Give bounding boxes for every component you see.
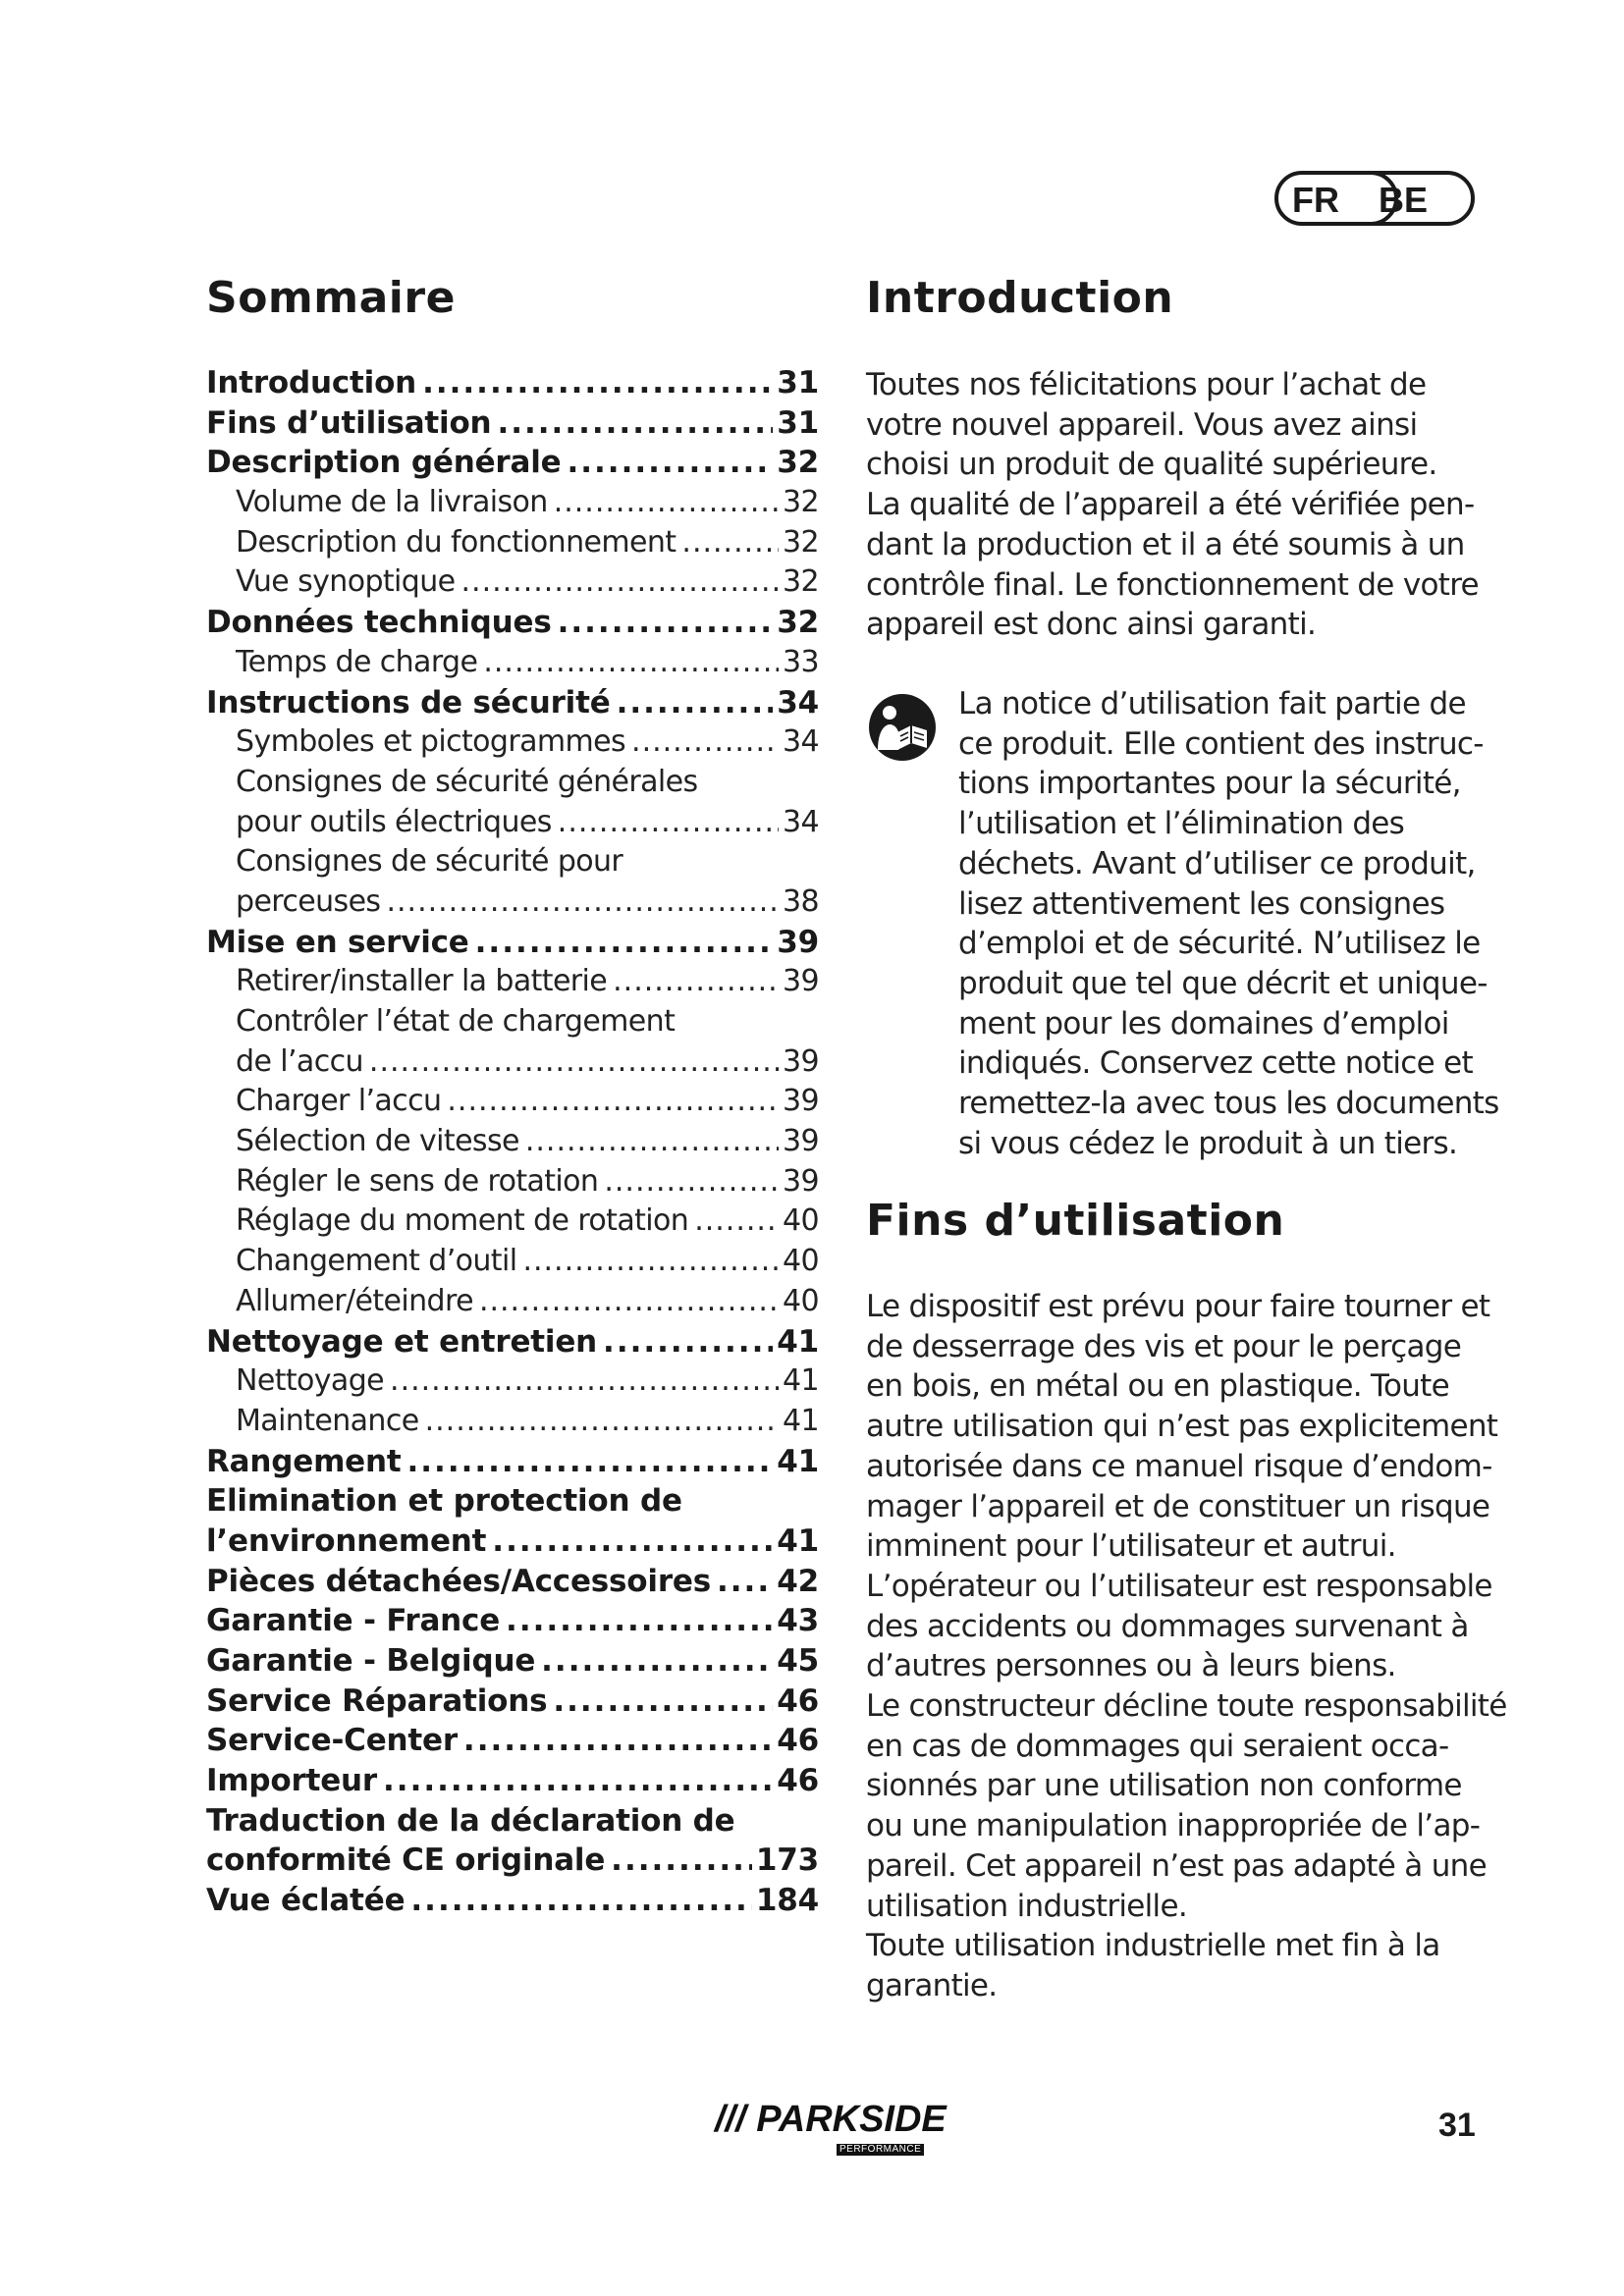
toc-entry [206,1761,819,1801]
toc-entry-title: Volume de la livraison [236,485,548,520]
toc-entry [206,842,819,882]
toc-entry-page: 39 [783,1163,819,1199]
toc-leader-dots [553,1682,773,1722]
toc-leader-dots [631,722,779,763]
toc-entry-title: Garantie - France [206,1603,501,1639]
toc-leader-dots [541,1641,773,1682]
toc-entry-page: 32 [777,445,819,481]
toc-entry [206,1522,819,1562]
toc-entry-page: 40 [783,1283,819,1318]
toc-entry [206,683,819,723]
toc-entry [206,443,819,483]
toc-entry [206,403,819,444]
toc-leader-dots [558,603,774,643]
intended-use-title: Fins d’utilisation [866,1196,1285,1246]
language-badge [1272,169,1477,228]
notice-line: ment pour les domaines d’emploi [958,1005,1449,1041]
toc-entry-page: 32 [783,485,819,520]
toc-entry [206,523,819,563]
toc-entry-title: Importeur [206,1763,378,1799]
toc-entry-page: 32 [783,564,819,600]
toc-entry-title: Régler le sens de rotation [236,1163,599,1199]
toc-entry-title: Traduction de la déclaration de [206,1802,735,1839]
toc-entry-page: 40 [783,1203,819,1239]
intended-use-line: de desserrage des vis et pour le perçage [866,1328,1462,1364]
toc-entry [206,1682,819,1722]
notice-line: l’utilisation et l’élimination des [958,806,1405,842]
notice-line: déchets. Avant d’utiliser ce produit, [958,845,1476,881]
toc-entry [206,1481,819,1522]
toc-entry-title: Réglage du moment de rotation [236,1203,689,1239]
brand-name: /// PARKSIDE [715,2099,947,2140]
toc-entry [206,722,819,763]
toc-entry-title: Nettoyage [236,1363,385,1399]
toc-entry-page: 184 [755,1883,819,1919]
toc-entry-title: Sélection de vitesse [236,1124,519,1159]
intended-use-line: des accidents ou dommages survenant à [866,1608,1469,1644]
toc-entry-page: 31 [777,404,819,441]
toc-leader-dots [425,1402,779,1442]
introduction-text [866,365,1494,645]
toc-leader-dots [369,1042,779,1083]
toc-leader-dots [694,1201,779,1242]
toc-entry-title: Contrôler l’état de chargement [236,1004,676,1039]
toc-entry [206,562,819,603]
toc-entry [206,882,819,923]
notice-line: produit que tel que décrit et unique- [958,965,1488,1001]
toc-entry [206,1801,819,1842]
intended-use-line: L’opérateur ou l’utilisateur est responsable [866,1568,1492,1604]
toc-entry [206,1282,819,1322]
toc-leader-dots [558,803,779,843]
toc-leader-dots [497,403,773,444]
introduction-line: contrôle final. Le fonctionnement de votre [866,566,1479,603]
toc-entry-page: 41 [777,1443,819,1479]
notice-line: si vous cédez le produit à un tiers. [958,1125,1458,1161]
language-code-fr: FR [1292,180,1339,220]
intended-use-line: Le dispositif est prévu pour faire tourner et [866,1289,1490,1324]
intended-use-line: ou une manipulation inappropriée de l’ap- [866,1808,1481,1844]
toc-entry-page: 32 [783,524,819,560]
toc-entry-title: pour outils électriques [236,804,552,839]
toc-entry-title: perceuses [236,883,381,919]
toc-entry-title: Description du fonctionnement [236,524,677,560]
toc-entry-title: Maintenance [236,1403,419,1438]
toc-entry-page: 34 [783,724,819,760]
intended-use-line: Toute utilisation industrielle met fin à la [866,1928,1440,1964]
toc-entry-page: 41 [783,1363,819,1399]
toc-entry-page: 173 [755,1842,819,1879]
toc-entry-title: conformité CE originale [206,1842,606,1879]
toc-entry-page: 34 [777,684,819,721]
toc-entry-page: 38 [783,883,819,919]
toc-leader-dots [604,1162,779,1202]
notice-line: La notice d’utilisation fait partie de [958,686,1466,721]
toc-entry-title: Garantie - Belgique [206,1643,536,1679]
toc-leader-dots [422,363,773,403]
toc-entry-page: 43 [777,1603,819,1639]
intended-use-line: d’autres personnes ou à leurs biens. [866,1648,1396,1684]
toc-entry-page: 32 [777,605,819,641]
intended-use-line: pareil. Cet appareil n’est pas adapté à une [866,1847,1487,1884]
toc-entry-title: Temps de charge [236,644,478,679]
toc-entry [206,1442,819,1482]
toc-entry-page: 34 [783,804,819,839]
intended-use-line: imminent pour l’utilisateur et autrui. [866,1528,1396,1565]
toc-entry-page: 46 [777,1723,819,1759]
toc-entry-title: Charger l’accu [236,1084,442,1119]
toc-entry-title: Vue synoptique [236,564,456,600]
toc-entry [206,1721,819,1761]
toc-entry [206,1122,819,1162]
toc-leader-dots [522,1242,779,1282]
toc-entry [206,483,819,523]
toc-leader-dots [506,1601,773,1641]
toc-leader-dots [613,962,779,1002]
toc-entry-title: Allumer/éteindre [236,1283,473,1318]
notice-text [958,684,1508,1163]
toc-leader-dots [447,1082,779,1122]
toc-entry-title: Nettoyage et entretien [206,1323,598,1360]
intended-use-line: utilisation industrielle. [866,1888,1187,1924]
toc-leader-dots [603,1322,773,1362]
intended-use-line: en bois, en métal ou en plastique. Toute [866,1368,1450,1405]
toc-entry [206,763,819,803]
toc-entry [206,1002,819,1042]
toc-entry-page: 33 [783,644,819,679]
toc-entry [206,1242,819,1282]
intended-use-line: garantie. [866,1967,998,2003]
notice-line: d’emploi et de sécurité. N’utilisez le [958,926,1481,962]
toc-leader-dots [717,1562,773,1602]
toc-entry-title: Service-Center [206,1723,458,1759]
toc-entry [206,363,819,403]
toc-entry [206,1201,819,1242]
toc-leader-dots [407,1442,774,1482]
toc-entry [206,1082,819,1122]
toc-entry-title: Vue éclatée [206,1883,406,1919]
toc-leader-dots [681,523,779,563]
language-badge-outline [1272,169,1477,228]
notice-line: remettez-la avec tous les documents [958,1086,1499,1122]
introduction-line: appareil est donc ainsi garanti. [866,607,1317,643]
toc-entry-page: 40 [783,1244,819,1279]
toc-entry [206,1162,819,1202]
notice-line: tions importantes pour la sécurité, [958,766,1461,802]
toc-leader-dots [383,1761,773,1801]
toc-entry-title: Consignes de sécurité générales [236,764,698,799]
toc-entry-title: Pièces détachées/Accessoires [206,1563,711,1599]
toc-leader-dots [567,443,773,483]
toc-leader-dots [492,1522,773,1562]
toc-leader-dots [410,1881,751,1921]
toc-entry-title: de l’accu [236,1043,363,1079]
toc-leader-dots [483,643,779,683]
toc-title: Sommaire [206,273,456,323]
notice-line: ce produit. Elle contient des instruc- [958,725,1484,762]
parkside-logo [715,2099,970,2158]
toc-entry-title: Instructions de sécurité [206,684,611,721]
toc-entry-page: 41 [777,1522,819,1559]
toc-entry-page: 39 [783,1043,819,1079]
notice-line: lisez attentivement les consignes [958,885,1445,922]
toc-leader-dots [611,1841,752,1881]
toc-entry [206,643,819,683]
toc-entry-page: 41 [777,1323,819,1360]
toc-entry [206,1322,819,1362]
toc-entry-title: Elimination et protection de [206,1483,682,1520]
toc-entry [206,1841,819,1881]
page-number: 31 [1438,2107,1476,2144]
toc-entry-title: Retirer/installer la batterie [236,964,608,999]
toc-entry-page: 39 [783,964,819,999]
brand-subtitle: PERFORMANCE [837,2144,924,2156]
intended-use-line: en cas de dommages qui seraient occa- [866,1728,1449,1764]
toc-entry-page: 39 [777,924,819,960]
introduction-line: votre nouvel appareil. Vous avez ainsi [866,406,1418,443]
toc-entry-title: Données techniques [206,605,552,641]
intended-use-line: mager l’appareil et de constituer un risque [866,1488,1490,1524]
toc-entry-title: Symboles et pictogrammes [236,724,626,760]
toc-entry [206,962,819,1002]
toc-entry [206,803,819,843]
read-manual-icon [868,693,937,762]
introduction-line: La qualité de l’appareil a été vérifiée pen- [866,487,1475,523]
toc-entry-page: 46 [777,1682,819,1719]
toc-leader-dots [617,683,774,723]
toc-entry-page: 39 [783,1124,819,1159]
intended-use-text [866,1287,1507,2006]
toc-entry-page: 31 [777,365,819,400]
toc-entry [206,603,819,643]
toc-leader-dots [461,562,780,603]
toc-leader-dots [479,1282,779,1322]
introduction-title: Introduction [866,273,1174,323]
toc-entry-title: Consignes de sécurité pour [236,844,623,880]
toc-entry [206,1362,819,1402]
toc-entry-page: 42 [777,1563,819,1599]
toc-entry [206,1042,819,1083]
toc-leader-dots [525,1122,779,1162]
toc-entry-title: Fins d’utilisation [206,404,492,441]
intended-use-line: autre utilisation qui n’est pas explicitement [866,1409,1498,1445]
toc-entry [206,1641,819,1682]
toc-entry-page: 46 [777,1763,819,1799]
toc-leader-dots [554,483,779,523]
toc-leader-dots [390,1362,779,1402]
introduction-line: dant la production et il a été soumis à un [866,526,1465,562]
toc-entry-title: Mise en service [206,924,469,960]
toc-entry [206,1402,819,1442]
table-of-contents [206,363,819,1921]
toc-entry-title: l’environnement [206,1522,487,1559]
toc-entry-page: 45 [777,1643,819,1679]
language-code-be: BE [1379,180,1429,220]
toc-entry-title: Rangement [206,1443,402,1479]
intended-use-line: autorisée dans ce manuel risque d’endom- [866,1448,1492,1484]
toc-leader-dots [475,923,774,963]
toc-entry [206,1601,819,1641]
toc-entry-title: Description générale [206,445,562,481]
toc-leader-dots [463,1721,773,1761]
toc-entry [206,1881,819,1921]
toc-entry [206,923,819,963]
notice-line: indiqués. Conservez cette notice et [958,1045,1474,1082]
toc-entry [206,1562,819,1602]
introduction-line: choisi un produit de qualité supérieure. [866,447,1437,483]
toc-entry-title: Service Réparations [206,1682,548,1719]
toc-leader-dots [386,882,779,923]
introduction-line: Toutes nos félicitations pour l’achat de [866,367,1427,402]
intended-use-line: sionnés par une utilisation non conforme [866,1768,1462,1804]
toc-entry-title: Introduction [206,365,417,400]
toc-entry-page: 39 [783,1084,819,1119]
intended-use-line: Le constructeur décline toute responsabilité [866,1688,1507,1725]
toc-entry-page: 41 [783,1403,819,1438]
toc-entry-title: Changement d’outil [236,1244,517,1279]
